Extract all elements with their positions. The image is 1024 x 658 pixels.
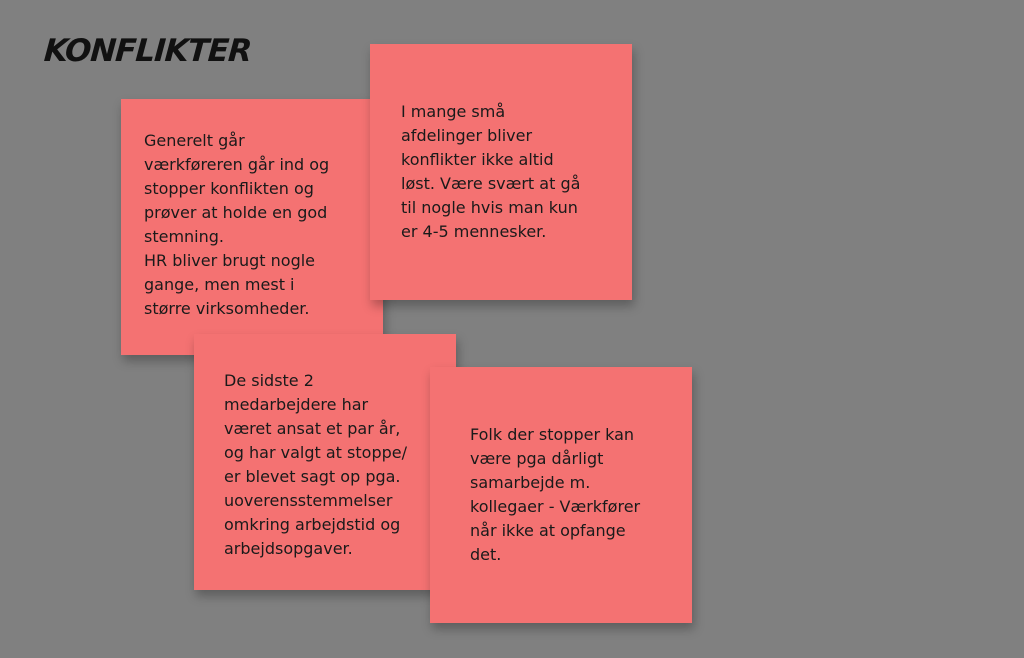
sticky-note-text: Folk der stopper kan være pga dårligt samarbejde m. kollegaer - Værkfører når ikke at opfange det.	[470, 425, 641, 564]
sticky-note[interactable]	[370, 44, 632, 300]
sticky-note-text: I mange små afdelinger bliver konflikter ikke altid løst. Være svært at gå til nogle hvis man kun er 4-5 mennesker.	[401, 102, 581, 241]
sticky-note-text: Generelt går værkføreren går ind og stopper konflikten og prøver at holde en god stemning. HR bliver brugt nogle gange, men mest i større virksomheder.	[144, 131, 330, 318]
board-title: KONFLIKTER	[42, 33, 253, 69]
sticky-note-text: De sidste 2 medarbejdere har været ansat et par år, og har valgt at stoppe/ er blevet sagt op pga. uoverensstemmelser omkring arbejdstid og arbejdsopgaver.	[224, 371, 407, 558]
sticky-note[interactable]	[121, 99, 383, 355]
sticky-note[interactable]	[430, 367, 692, 623]
sticky-note[interactable]	[194, 334, 456, 590]
